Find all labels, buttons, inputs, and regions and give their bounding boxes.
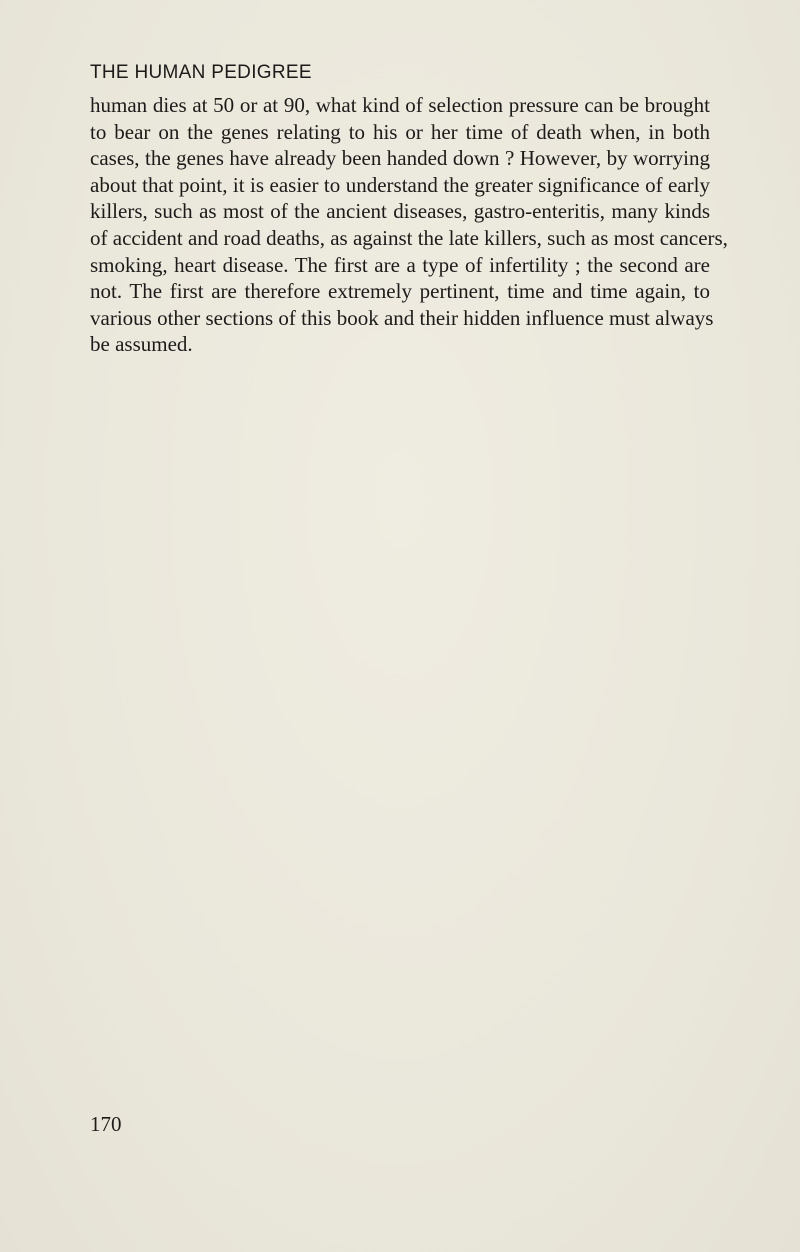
text-line: be assumed. — [90, 332, 193, 357]
text-line: smoking, heart disease. The first are a type of infertility ; the second are — [90, 252, 710, 277]
text-line: about that point, it is easier to understand the greater significance of early — [90, 172, 710, 197]
text-line: various other sections of this book and their hidden influence must always — [90, 305, 714, 330]
text-line: to bear on the genes relating to his or her time of death when, in both — [90, 119, 710, 144]
text-line: killers, such as most of the ancient diseases, gastro-enteritis, many kinds — [90, 199, 710, 224]
text-line: human dies at 50 or at 90, what kind of selection pressure can be brought — [90, 93, 710, 117]
text-line: cases, the genes have already been handed down ? However, by worrying — [90, 146, 710, 171]
page-number: 170 — [90, 1112, 122, 1136]
text-line: not. The first are therefore extremely pertinent, time and time again, to — [90, 279, 710, 304]
text-line: of accident and road deaths, as against the late killers, such as most cancers, — [90, 225, 728, 250]
body-paragraph — [90, 92, 728, 358]
running-head: THE HUMAN PEDIGREE — [90, 62, 312, 83]
